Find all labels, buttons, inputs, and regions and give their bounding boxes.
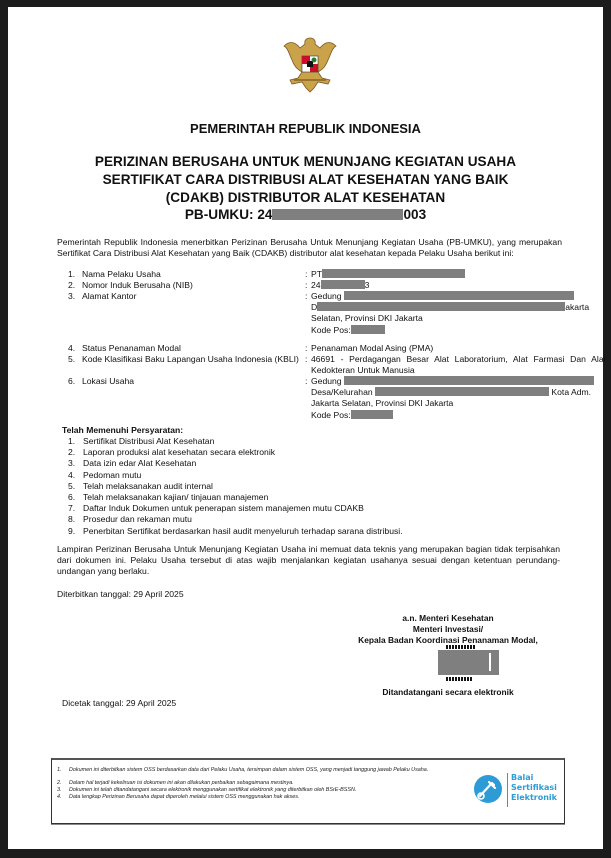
requirement-item: 2. Laporan produksi alat kesehatan secara elektronik xyxy=(68,447,276,458)
garuda-emblem-icon xyxy=(280,34,340,96)
field-colon: : xyxy=(305,269,308,279)
logo-text-line: Elektronik xyxy=(511,793,557,802)
field-label: Alamat Kantor xyxy=(82,291,137,301)
signature-block xyxy=(338,613,558,646)
field-row xyxy=(56,376,592,422)
title-line-1: PERIZINAN BERUSAHA UNTUK MENUNJANG KEGIATAN USAHA xyxy=(94,154,517,169)
field-value: 46691 - Perdagangan Besar Alat Laboratorium, Alat Farmasi Dan Alat Kedokteran Untuk Manusia xyxy=(311,354,606,376)
closing-paragraph: Lampiran Perizinan Berusaha Untuk Menunjang Kegiatan Usaha ini memuat data teknis yang merupakan bagian tidak terpisahkan dari dokumen ini. Pelaku Usaha tersebut di atas wajib menjalankan kegiatan usahanya sesuai dengan ketentuan perundang-undangan yang berlaku. xyxy=(57,544,560,577)
requirement-item: 9. Penerbitan Sertifikat berdasarkan hasil audit menyeluruh terhadap sarana distribusi. xyxy=(68,525,403,536)
field-row xyxy=(56,354,606,377)
requirements-list xyxy=(68,436,548,537)
redaction xyxy=(344,291,574,300)
redaction xyxy=(317,302,565,311)
pb-umku-suffix: 003 xyxy=(403,207,427,222)
field-value: Gedung Desa/Kelurahan Kota Adm. Jakarta Selatan, Provinsi DKI Jakarta Kode Pos: xyxy=(311,376,606,421)
field-label: Nomor Induk Berusaha (NIB) xyxy=(82,280,193,290)
requirements-title: Telah Memenuhi Persyaratan: xyxy=(62,425,184,435)
intro-paragraph: Pemerintah Republik Indonesia menerbitkan Perizinan Berusaha Untuk Menunjang Kegiatan Usaha (PB-UMKU), yang merupakan Sertifikat Cara Distribusi Alat Kesehatan yang Baik (CDAKB) distributor alat kesehatan kepada Pelaku Usaha berikut ini: xyxy=(57,237,562,259)
country-heading: PEMERINTAH REPUBLIK INDONESIA xyxy=(190,121,421,136)
bsre-key-icon xyxy=(473,774,503,804)
certificate-page xyxy=(8,7,606,849)
bsre-logo xyxy=(473,770,561,810)
redaction xyxy=(351,410,393,419)
field-colon: : xyxy=(305,280,308,290)
signature-redaction xyxy=(438,650,499,675)
signed-electronically: Ditandatangani secara elektronik xyxy=(382,687,514,697)
field-label: Nama Pelaku Usaha xyxy=(82,269,161,279)
field-value: PT xyxy=(311,269,606,280)
scrambled-text-mark xyxy=(446,677,472,681)
requirement-item: 7. Daftar Induk Dokumen untuk penerapan sistem manajemen mutu CDAKB xyxy=(68,503,364,514)
redaction xyxy=(321,280,365,289)
redaction xyxy=(322,269,465,278)
requirement-item: 4. Pedoman mutu xyxy=(68,469,142,480)
pb-umku-prefix: PB-UMKU: 24 xyxy=(184,207,273,222)
field-colon: : xyxy=(305,291,308,301)
field-row xyxy=(56,291,590,339)
issued-date: Diterbitkan tanggal: 29 April 2025 xyxy=(57,589,184,599)
pb-umku-number xyxy=(8,206,603,224)
printed-date: Dicetak tanggal: 29 April 2025 xyxy=(62,698,177,708)
field-number: 2. xyxy=(68,280,76,290)
field-colon: : xyxy=(305,376,308,386)
requirement-item: 5. Telah melaksanakan audit internal xyxy=(68,480,213,491)
field-value: Penanaman Modal Asing (PMA) xyxy=(311,343,434,353)
field-number: 5. xyxy=(68,354,76,364)
footer-notes-box: 1. Dokumen ini diterbitkan sistem OSS berdasarkan data dari Pelaku Usaha, tersimpan dalam sistem OSS, yang menjadi tanggung jawab Pelaku Usaha. 2. Dalam hal terjadi kekeliruan isi dokumen ini akan dilakukan perbaikan sebagaimana mestinya. 3. Dokumen ini telah ditandatangani secara elektronik menggunakan sertifikat elektronik yang diterbitkan oleh BSrE-BSSN. 4. Data lengkap Perizinan Berusaha dapat diperoleh melalui sistem OSS menggunakan hak akses. Balai Sertifikasi Elektronik xyxy=(51,758,565,824)
title-line-3: (CDAKB) DISTRIBUTOR ALAT KESEHATAN xyxy=(165,190,446,205)
requirement-item: 1. Sertifikat Distribusi Alat Kesehatan xyxy=(68,436,215,446)
redaction xyxy=(344,376,594,385)
field-number: 4. xyxy=(68,343,76,353)
field-label: Status Penanaman Modal xyxy=(82,343,181,353)
field-value: Gedung D akarta Selatan, Provinsi DKI Jakarta Kode Pos: xyxy=(311,291,590,335)
title-line-2: SERTIFIKAT CARA DISTRIBUSI ALAT KESEHATAN YANG BAIK xyxy=(102,172,509,187)
field-label: Kode Klasifikasi Baku Lapangan Usaha Indonesia (KBLI) xyxy=(82,354,299,364)
scrambled-text-mark xyxy=(446,645,476,649)
logo-text-line: Sertifikasi xyxy=(511,783,557,792)
logo-text-line: Balai xyxy=(511,773,534,782)
requirement-item: 6. Telah melaksanakan kajian/ tinjauan manajemen xyxy=(68,492,269,503)
field-label: Lokasi Usaha xyxy=(82,376,135,386)
signature-line-2: Menteri Investasi/ xyxy=(412,624,484,634)
field-number: 6. xyxy=(68,376,76,386)
signature-line-3: Kepala Badan Koordinasi Penanaman Modal, xyxy=(358,635,538,645)
redaction xyxy=(375,387,549,396)
requirement-item: 8. Prosedur dan rekaman mutu xyxy=(68,514,192,525)
field-colon: : xyxy=(305,354,308,364)
signature-line-1: a.n. Menteri Kesehatan xyxy=(402,613,494,623)
requirement-item: 3. Data izin edar Alat Kesehatan xyxy=(68,458,197,469)
field-value: 24 3 xyxy=(311,280,370,290)
field-number: 1. xyxy=(68,269,76,279)
field-number: 3. xyxy=(68,291,76,301)
field-colon: : xyxy=(305,343,308,353)
redaction xyxy=(351,325,385,334)
redaction xyxy=(272,209,403,220)
